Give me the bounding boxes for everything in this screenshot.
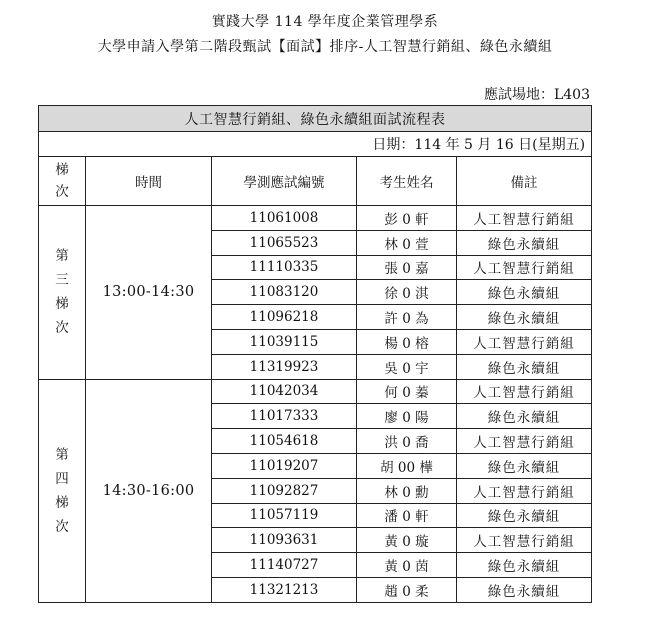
candidate-name-cell: 何 0 蓁 <box>357 379 457 404</box>
exam-id-cell: 11042034 <box>212 379 357 404</box>
date-row <box>39 132 592 157</box>
remark-cell: 綠色永續組 <box>457 354 592 379</box>
candidate-name-cell: 趙 0 柔 <box>357 577 457 602</box>
remark-cell: 人工智慧行銷組 <box>457 329 592 354</box>
remark-cell: 人工智慧行銷組 <box>457 379 592 404</box>
exam-id-cell: 11083120 <box>212 280 357 305</box>
remark-cell: 綠色永續組 <box>457 404 592 429</box>
batch-cell <box>39 206 86 380</box>
remark-cell: 人工智慧行銷組 <box>457 206 592 231</box>
candidate-name-cell: 黃 0 茵 <box>357 553 457 578</box>
column-header-time: 時間 <box>86 157 212 206</box>
table-header-row <box>39 157 592 206</box>
interview-schedule-table <box>38 105 592 603</box>
table-row <box>39 379 592 404</box>
batch-label-char: 三 <box>55 272 69 289</box>
batch-label-char: 第 <box>55 248 69 265</box>
table-banner: 人工智慧行銷組、綠色永續組面試流程表 <box>39 106 592 132</box>
remark-cell: 綠色永續組 <box>457 503 592 528</box>
batch-label-char: 四 <box>55 470 69 487</box>
remark-cell: 人工智慧行銷組 <box>457 255 592 280</box>
exam-id-cell: 11140727 <box>212 553 357 578</box>
column-header-batch <box>39 157 86 206</box>
candidate-name-cell: 黃 0 璇 <box>357 528 457 553</box>
interview-date: 日期：114 年 5 月 16 日(星期五) <box>39 132 592 157</box>
column-header-name: 考生姓名 <box>357 157 457 206</box>
candidate-name-cell: 彭 0 軒 <box>357 206 457 231</box>
candidate-name-cell: 洪 0 喬 <box>357 429 457 454</box>
candidate-name-cell: 張 0 嘉 <box>357 255 457 280</box>
document-title: 實踐大學 114 學年度企業管理學系 <box>211 14 439 30</box>
remark-cell: 綠色永續組 <box>457 553 592 578</box>
exam-id-cell: 11319923 <box>212 354 357 379</box>
exam-id-cell: 11321213 <box>212 577 357 602</box>
time-slot: 14:30-16:00 <box>86 379 212 602</box>
batch-label-char: 梯 <box>55 296 69 313</box>
candidate-name-cell: 林 0 勳 <box>357 478 457 503</box>
remark-cell: 人工智慧行銷組 <box>457 478 592 503</box>
exam-id-cell: 11110335 <box>212 255 357 280</box>
exam-id-cell: 11096218 <box>212 305 357 330</box>
exam-id-cell: 11065523 <box>212 230 357 255</box>
batch-label-char: 次 <box>55 320 69 337</box>
table-banner-row <box>39 106 592 132</box>
exam-id-cell: 11093631 <box>212 528 357 553</box>
exam-id-cell: 11061008 <box>212 206 357 231</box>
batch-label-char: 梯 <box>55 494 69 511</box>
column-header-batch-char: 次 <box>55 184 69 200</box>
candidate-name-cell: 吳 0 宇 <box>357 354 457 379</box>
exam-id-cell: 11054618 <box>212 429 357 454</box>
exam-id-cell: 11039115 <box>212 329 357 354</box>
candidate-name-cell: 徐 0 淇 <box>357 280 457 305</box>
column-header-exam-id: 學測應試編號 <box>212 157 357 206</box>
candidate-name-cell: 林 0 萱 <box>357 230 457 255</box>
remark-cell: 綠色永續組 <box>457 577 592 602</box>
candidate-name-cell: 胡 00 樺 <box>357 453 457 478</box>
remark-cell: 綠色永續組 <box>457 230 592 255</box>
batch-label <box>55 443 69 539</box>
remark-cell: 綠色永續組 <box>457 453 592 478</box>
exam-id-cell: 11017333 <box>212 404 357 429</box>
batch-label-char: 次 <box>55 518 69 535</box>
exam-venue: 應試場地：L403 <box>483 87 590 103</box>
candidate-name-cell: 潘 0 軒 <box>357 503 457 528</box>
column-header-batch-char: 梯 <box>55 162 69 178</box>
batch-cell <box>39 379 86 602</box>
document-subtitle: 大學申請入學第二階段甄試【面試】排序-人工智慧行銷組、綠色永續組 <box>97 39 553 55</box>
batch-label-char: 第 <box>55 446 69 463</box>
column-header-remark: 備註 <box>457 157 592 206</box>
exam-id-cell: 11019207 <box>212 453 357 478</box>
remark-cell: 人工智慧行銷組 <box>457 429 592 454</box>
batch-label <box>55 244 69 340</box>
remark-cell: 綠色永續組 <box>457 280 592 305</box>
remark-cell: 綠色永續組 <box>457 305 592 330</box>
exam-id-cell: 11057119 <box>212 503 357 528</box>
remark-cell: 人工智慧行銷組 <box>457 528 592 553</box>
candidate-name-cell: 楊 0 榕 <box>357 329 457 354</box>
candidate-name-cell: 許 0 為 <box>357 305 457 330</box>
candidate-name-cell: 廖 0 陽 <box>357 404 457 429</box>
time-slot: 13:00-14:30 <box>86 206 212 380</box>
table-row <box>39 206 592 231</box>
exam-id-cell: 11092827 <box>212 478 357 503</box>
